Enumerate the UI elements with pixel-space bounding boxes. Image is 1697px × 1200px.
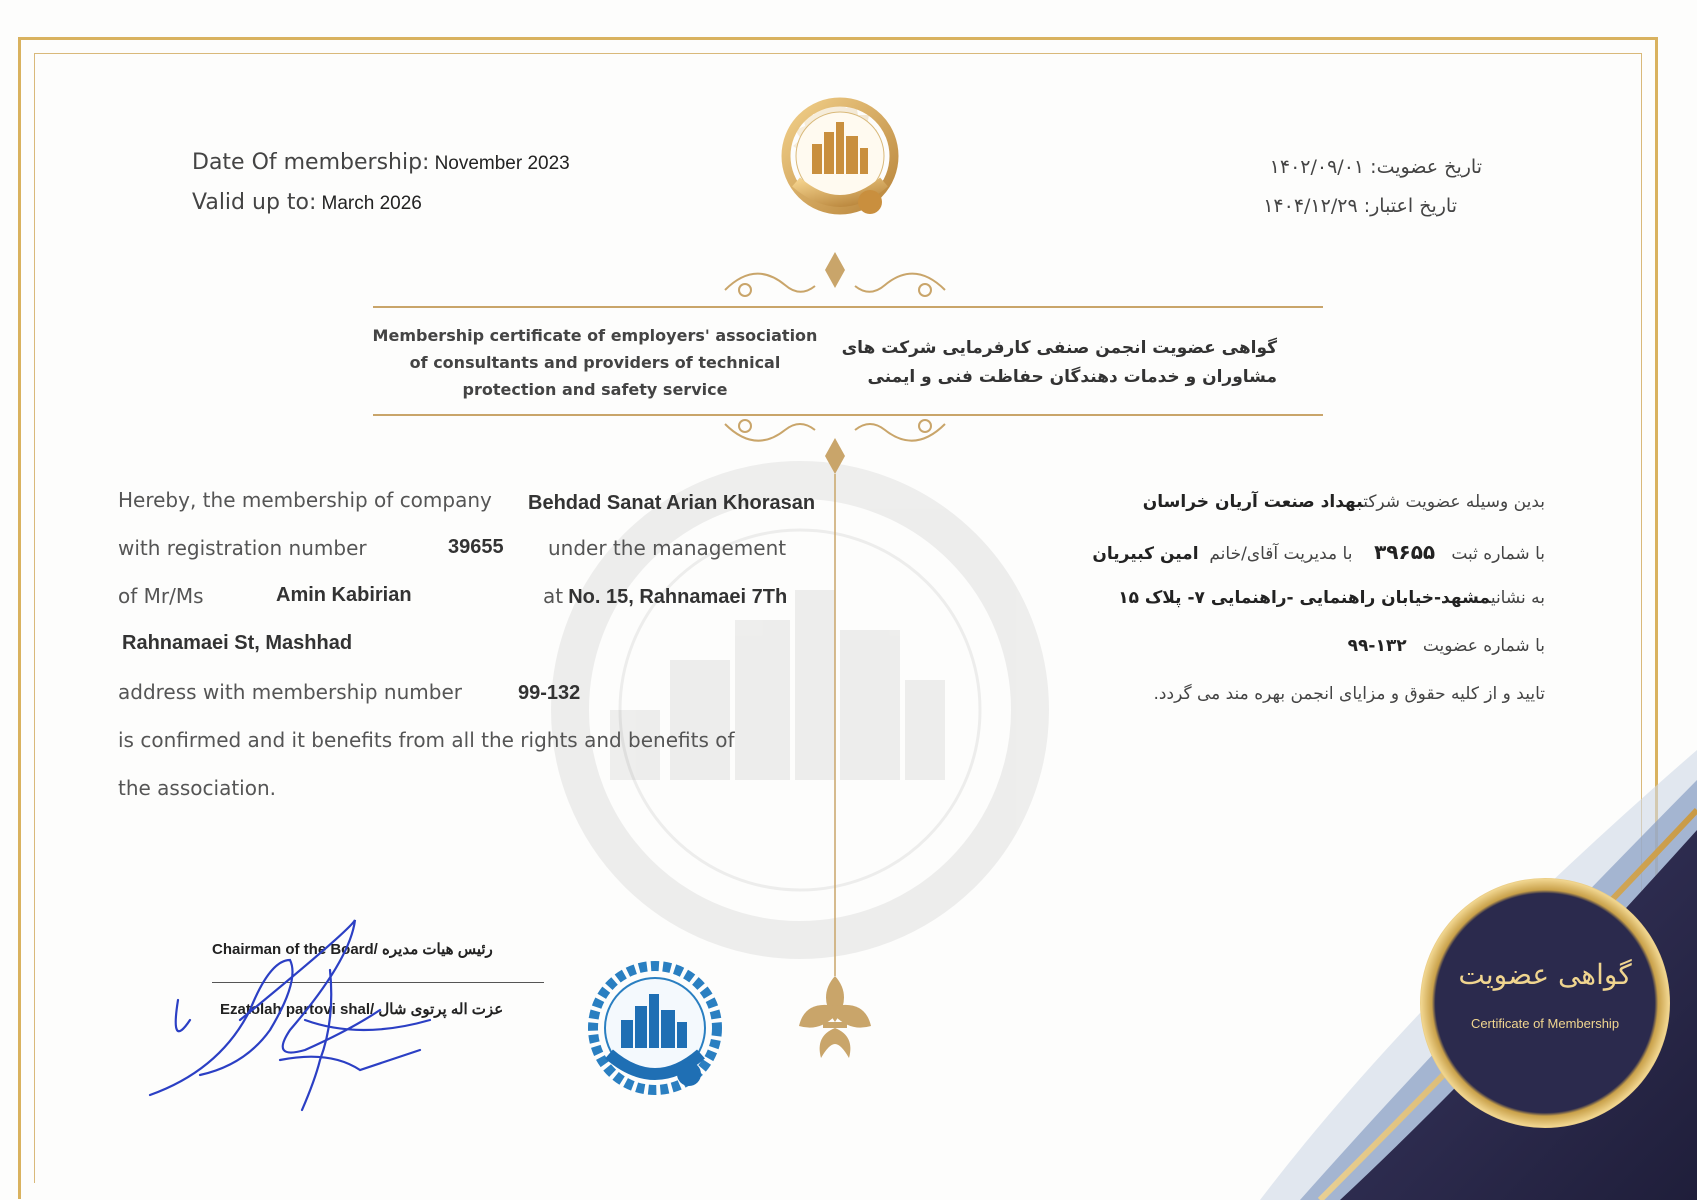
body-en-intro: Hereby, the membership of company xyxy=(118,488,492,512)
membership-number-en: 99-132 xyxy=(518,682,581,704)
address-fa: مشهد-خیابان راهنمایی -راهنمایی ۷- پلاک ۱۵ xyxy=(1118,588,1491,608)
membership-date-label-fa: تاریخ عضویت: xyxy=(1370,156,1482,178)
valid-date-label-fa: تاریخ اعتبار: xyxy=(1363,195,1457,217)
body-en-at: at xyxy=(543,584,564,608)
address-2-en: Rahnamaei St, Mashhad xyxy=(122,632,353,654)
valid-date-label: Valid up to: xyxy=(192,190,317,215)
body-fa-line-5: تایید و از کلیه حقوق و مزایای انجمن بهره مند می گردد. xyxy=(1153,684,1545,704)
ornament-top xyxy=(715,250,955,310)
title-en-line-1: Membership certificate of employers' association xyxy=(372,326,818,345)
body-en-line-1 xyxy=(118,488,492,512)
association-logo-blue xyxy=(585,958,725,1098)
title-en-line-3: protection and safety service xyxy=(462,380,728,399)
membership-number-fa: ۱۳۲-۹۹ xyxy=(1347,636,1407,656)
handwritten-signature xyxy=(130,900,490,1120)
body-fa-line-3 xyxy=(1118,588,1545,608)
membership-seal xyxy=(1420,878,1670,1128)
valid-date-value: March 2026 xyxy=(321,193,422,214)
manager-name-en: Amin Kabirian xyxy=(276,584,412,606)
company-name-fa: بهداد صنعت آریان خراسان xyxy=(1142,492,1364,512)
title-fa-line-1: گواهی عضویت انجمن صنفی کارفرمایی شرکت های xyxy=(841,338,1277,358)
membership-date-value-fa: ۱۴۰۲/۰۹/۰۱ xyxy=(1269,156,1365,178)
title-en-line-2: of consultants and providers of technical xyxy=(409,353,781,372)
body-en-reg-label: with registration number xyxy=(118,536,367,560)
divider-top xyxy=(373,306,1323,308)
body-en-confirmed: is confirmed and it benefits from all the rights and benefits of xyxy=(118,728,735,752)
chairman-name: Ezatolah partovi shal/ عزت اله پرتوی شال xyxy=(220,1001,504,1018)
seal-text-fa: گواهی عضویت xyxy=(1458,958,1632,991)
manager-name-fa: امین کبیریان xyxy=(1092,544,1199,564)
seal-text-en: Certificate of Membership xyxy=(1470,1016,1620,1031)
valid-date-fa xyxy=(1263,195,1457,217)
body-en-membership-label: address with membership number xyxy=(118,680,462,704)
certificate-title-fa xyxy=(797,334,1277,392)
valid-date-en xyxy=(192,190,422,215)
valid-date-value-fa: ۱۴۰۴/۱۲/۲۹ xyxy=(1263,195,1358,217)
body-fa-management: با مدیریت آقای/خانم xyxy=(1209,544,1353,564)
address-1-en: No. 15, Rahnamaei 7Th xyxy=(568,586,788,608)
chairman-role: Chairman of the Board/ رئیس هیات مدیره xyxy=(212,941,493,958)
body-en-mr-ms: of Mr/Ms xyxy=(118,584,204,608)
certificate-title-en xyxy=(365,322,825,403)
address-line-1-en xyxy=(543,584,787,609)
title-fa-line-2: مشاوران و خدمات دهندگان حفاظت فنی و ایمنی xyxy=(867,367,1277,387)
body-fa-intro: بدین وسیله عضویت شرکت xyxy=(1363,492,1545,512)
registration-number-fa: ۳۹۶۵۵ xyxy=(1374,540,1436,564)
body-fa-address-label: به نشانی xyxy=(1490,588,1545,608)
body-fa-reg-label: با شماره ثبت xyxy=(1451,544,1545,564)
membership-date-label: Date Of membership: xyxy=(192,150,430,175)
company-name-en: Behdad Sanat Arian Khorasan xyxy=(528,492,816,514)
body-fa-line-4 xyxy=(1348,636,1545,656)
body-en-management: under the management xyxy=(548,536,787,560)
registration-number-en: 39655 xyxy=(448,536,504,558)
body-fa-membership-label: با شماره عضویت xyxy=(1422,636,1545,656)
body-en-association: the association. xyxy=(118,776,276,800)
membership-date-fa xyxy=(1270,156,1482,178)
body-fa-line-1 xyxy=(1143,492,1545,512)
association-logo-gold xyxy=(760,92,920,232)
membership-date-en xyxy=(192,150,570,175)
body-fa-line-2 xyxy=(1092,540,1545,564)
membership-date-value: November 2023 xyxy=(434,153,570,174)
